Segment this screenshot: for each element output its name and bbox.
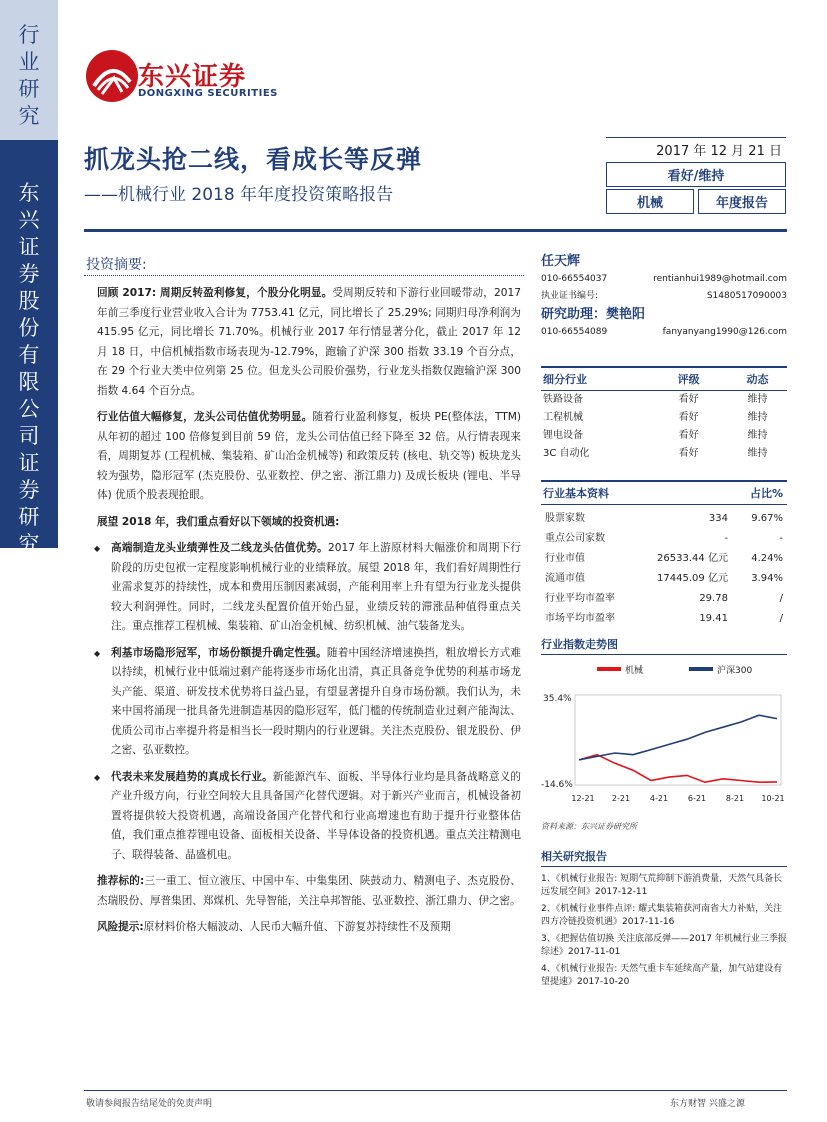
- report-title: 抓龙头抢二线，看成长等反弹: [84, 145, 423, 174]
- footer-disclaimer: 敬请参阅报告结尾处的免责声明: [86, 1099, 213, 1109]
- sidebar-category-band: [0, 0, 58, 140]
- table-cell: -: [724, 533, 728, 544]
- x-tick-label: 6-21: [687, 794, 707, 803]
- dongxing-logo-icon: [84, 48, 140, 104]
- sidebar-company: 东兴证券股份有限公司证券研究报告: [18, 181, 40, 610]
- table-cell: 铁路设备: [543, 394, 583, 405]
- analyst-cert: S1480517090003: [706, 291, 787, 301]
- related-report-item[interactable]: 2、《机械行业事件点评: 耀式集装箱获河南省大力补贴，关注四方冷链投资机遇》2017-11-16: [541, 904, 783, 927]
- analyst-block: [541, 252, 787, 341]
- report-subtitle: ——机械行业 2018 年年度投资策略报告: [84, 185, 394, 205]
- index-line-chart: [541, 655, 787, 815]
- table-cell: 9.67%: [751, 513, 783, 524]
- assistant-email[interactable]: fanyanyang1990@126.com: [662, 327, 787, 337]
- summary-divider: [84, 275, 524, 276]
- th-basics: 行业基本资料: [543, 487, 609, 500]
- series-line: [579, 715, 777, 760]
- table-row: [541, 589, 787, 609]
- summary-heading: 投资摘要:: [86, 257, 147, 273]
- assistant-phone: 010-66554089: [541, 327, 608, 337]
- legend-label: 沪深300: [717, 666, 753, 676]
- chart-source: 资料来源：东兴证券研究所: [541, 822, 637, 831]
- summary-p2: 行业估值大幅修复，龙头公司估值优势明显。随着行业盈利修复，板块 PE(整体法，TTM) 从年初的超过 100 倍修复到目前 59 倍，龙头公司估值已经下降至 32 倍。从行情表现来看，周期复苏 (工程机械、集装箱、矿山冶金机械等) 和政策反转 (核电、轨交等) 板块龙头较为强势，隐形冠军 (杰克股份、弘亚数控、伊之密、浙江鼎力) 及成长板块 (锂电、半导体) 优质个股表现抢眼。: [97, 411, 521, 501]
- summary-bullet-2: ◆ 利基市场隐形冠军，市场份额提升确定性强。随着中国经济增速换挡，粗放增长方式难以持续，机械行业中低端过剩产能将逐步市场化出清，真正具备竞争优势的利基市场龙头产能、渠道、研发技术优势将日益凸显，有望显著提升自身市场份额。我们认为，未来中国将涌现一批具备先进制造基因的隐形冠军，低门槛的传统制造业过剩产能淘汰、优质公司市占率提升将是相当长一段时期内的行业逻辑。关注杰克股份、银龙股份、伊之密、弘亚数控。: [97, 644, 521, 761]
- table-cell: 工程机械: [543, 412, 583, 423]
- summary-risk: 风险提示:原材料价格大幅波动、人民币大幅升值、下游复苏持续性不及预期: [97, 921, 451, 933]
- related-report-item[interactable]: 1、《机械行业报告: 短期气荒抑制下游消费量，天然气具备长远发展空间》2017-12-11: [541, 874, 783, 897]
- table-cell: 4.24%: [751, 553, 783, 564]
- plot-frame: [575, 695, 781, 785]
- sub-industry-table: [541, 366, 787, 463]
- summary-recommend: 推荐标的:三一重工、恒立液压、中国中车、中集集团、陕鼓动力、精测电子、杰克股份、杰瑞股份、厚普集团、郑煤机、先导智能，关注阜邦智能、弘亚数控、浙江鼎力、伊之密。: [97, 875, 521, 907]
- table-cell: 流通市值: [545, 573, 585, 584]
- tag-type: 年度报告: [698, 189, 786, 214]
- related-title: 相关研究报告: [541, 848, 787, 867]
- table-cell: 17445.09 亿元: [657, 573, 728, 584]
- table-cell: 看好: [678, 394, 699, 405]
- th-ratio: 占比%: [749, 487, 783, 500]
- table-cell: 维持: [747, 448, 768, 459]
- legend-swatch: [689, 667, 713, 671]
- footer-slogan: 东方财智 兴盛之源: [670, 1099, 745, 1109]
- chart-title: 行业指数走势图: [541, 636, 787, 655]
- table-cell: 锂电设备: [543, 430, 583, 441]
- table-cell: 19.41: [699, 613, 728, 624]
- related-report-item[interactable]: 3、《把握估值切换 关注底部反弹——2017 年机械行业三季报综述》2017-11-01: [541, 934, 787, 957]
- table-cell: 3.94%: [751, 573, 783, 584]
- x-tick-label: 8-21: [725, 794, 745, 803]
- report-date: 2017 年 12 月 21 日: [606, 137, 786, 162]
- table-cell: 重点公司家数: [545, 533, 605, 544]
- th-rating: 评级: [677, 373, 700, 386]
- tag-industry: 机械: [606, 189, 694, 214]
- table-row: [541, 427, 787, 445]
- related-report-item[interactable]: 4、《机械行业报告: 天然气重卡车延续高产量，加气站建设有望提速》2017-10-20: [541, 964, 783, 987]
- table-cell: 看好: [678, 448, 699, 459]
- related-reports: [541, 848, 787, 993]
- table-cell: 维持: [747, 430, 768, 441]
- summary-bullet-1: ◆ 高端制造龙头业绩弹性及二线龙头估值优势。2017 年上游原材料大幅涨价和周期下行阶段的历史包袱一定程度影响机械行业的业绩释放。展望 2018 年，我们看好周期性行业需求复苏的持续性，成本和费用压制因素减弱，产能利用率上升有望为行业龙头提供较大利润弹性。同时，二线龙头配置价值开始凸显，业绩反转的滞涨品种值得重点关注。重点推荐工程机械、集装箱、矿山冶金机械、纺织机械、油气装备龙头。: [97, 539, 521, 637]
- th-trend: 动态: [746, 373, 769, 386]
- table-cell: 股票家数: [545, 513, 585, 524]
- table-cell: 334: [708, 513, 728, 524]
- sidebar-category: 行业研究: [18, 23, 40, 128]
- table-cell: -: [779, 533, 783, 544]
- x-tick-label: 4-21: [649, 794, 669, 803]
- table-cell: 看好: [678, 412, 699, 423]
- analyst-name: 任天辉: [541, 254, 581, 269]
- table-row: [541, 569, 787, 589]
- footer-divider: [84, 1090, 787, 1091]
- table-cell: 维持: [747, 394, 768, 405]
- assistant-name: 研究助理：樊艳阳: [541, 307, 646, 322]
- x-tick-label: 12-21: [571, 794, 595, 803]
- report-rating: 看好/维持: [606, 162, 786, 187]
- y-tick-label: -14.6%: [541, 780, 573, 790]
- analyst-cert-label: 执业证书编号:: [541, 291, 599, 301]
- sidebar-company-band: [0, 140, 58, 610]
- table-row: [541, 445, 787, 463]
- summary-body: [97, 284, 521, 945]
- table-cell: 26533.44 亿元: [657, 553, 728, 564]
- table-cell: 看好: [678, 430, 699, 441]
- summary-p1: 回顾 2017: 周期反转盈利修复，个股分化明显。受周期反转和下游行业回暖带动，2017 年前三季度行业营业收入合计为 7753.41 亿元，同比增长了 25.29%; 同期归母净利润为 415.95 亿元，同比增长 71.70%。机械行业 2017 年行情显著分化，截止 2017 年 12 月 18 日，中信机械指数市场表现为-12.79%，跑输了沪深 300 指数 33.19 个百分点，在 29 个行业大类中位列第 25 位。但龙头公司股价强势，行业龙头指数仅跑输沪深 300 指数 4.64 个百分点。: [97, 287, 521, 397]
- summary-bullet-3: ◆ 代表未来发展趋势的真成长行业。新能源汽车、面板、半导体行业均是具备战略意义的产业升级方向，行业空间较大且具备国产化替代逻辑。对于新兴产业而言，机械设备初置将提供较大投资机遇，高端设备国产化替代和行业高增速也有助于提升行业整体估值，我们重点推荐锂电设备、面板相关设备、半导体设备的投资机遇。重点关注精测电子、联得装备、晶盛机电。: [97, 768, 521, 866]
- table-row: [541, 509, 787, 529]
- x-tick-label: 10-21: [761, 794, 785, 803]
- table-row: [541, 529, 787, 549]
- analyst-email[interactable]: rentianhui1989@hotmail.com: [653, 274, 787, 284]
- logo-text-en: DONGXING SECURITIES: [138, 88, 278, 99]
- series-line: [579, 755, 777, 783]
- logo-text-cn: 东兴证券: [138, 62, 247, 92]
- legend-label: 机械: [625, 666, 644, 676]
- table-cell: 市场平均市盈率: [545, 613, 615, 624]
- industry-basics-table: [541, 480, 787, 629]
- table-row: [541, 391, 787, 409]
- table-cell: 维持: [747, 412, 768, 423]
- table-row: [541, 409, 787, 427]
- table-cell: /: [779, 593, 783, 604]
- table-cell: /: [779, 613, 783, 624]
- index-chart-block: [541, 636, 787, 832]
- analyst-phone: 010-66554037: [541, 274, 608, 284]
- table-cell: 29.78: [699, 593, 728, 604]
- y-tick-label: 35.4%: [543, 694, 572, 704]
- legend-swatch: [597, 667, 621, 671]
- report-meta-box: [606, 137, 786, 214]
- header-divider: [84, 229, 787, 232]
- th-sub-industry: 细分行业: [543, 373, 587, 386]
- table-row: [541, 609, 787, 629]
- summary-p3: 展望 2018 年，我们重点看好以下领域的投资机遇:: [97, 515, 340, 528]
- table-row: [541, 549, 787, 569]
- table-cell: 行业平均市盈率: [545, 593, 615, 604]
- x-tick-label: 2-21: [611, 794, 631, 803]
- table-cell: 3C 自动化: [543, 448, 590, 459]
- table-cell: 行业市值: [545, 553, 585, 564]
